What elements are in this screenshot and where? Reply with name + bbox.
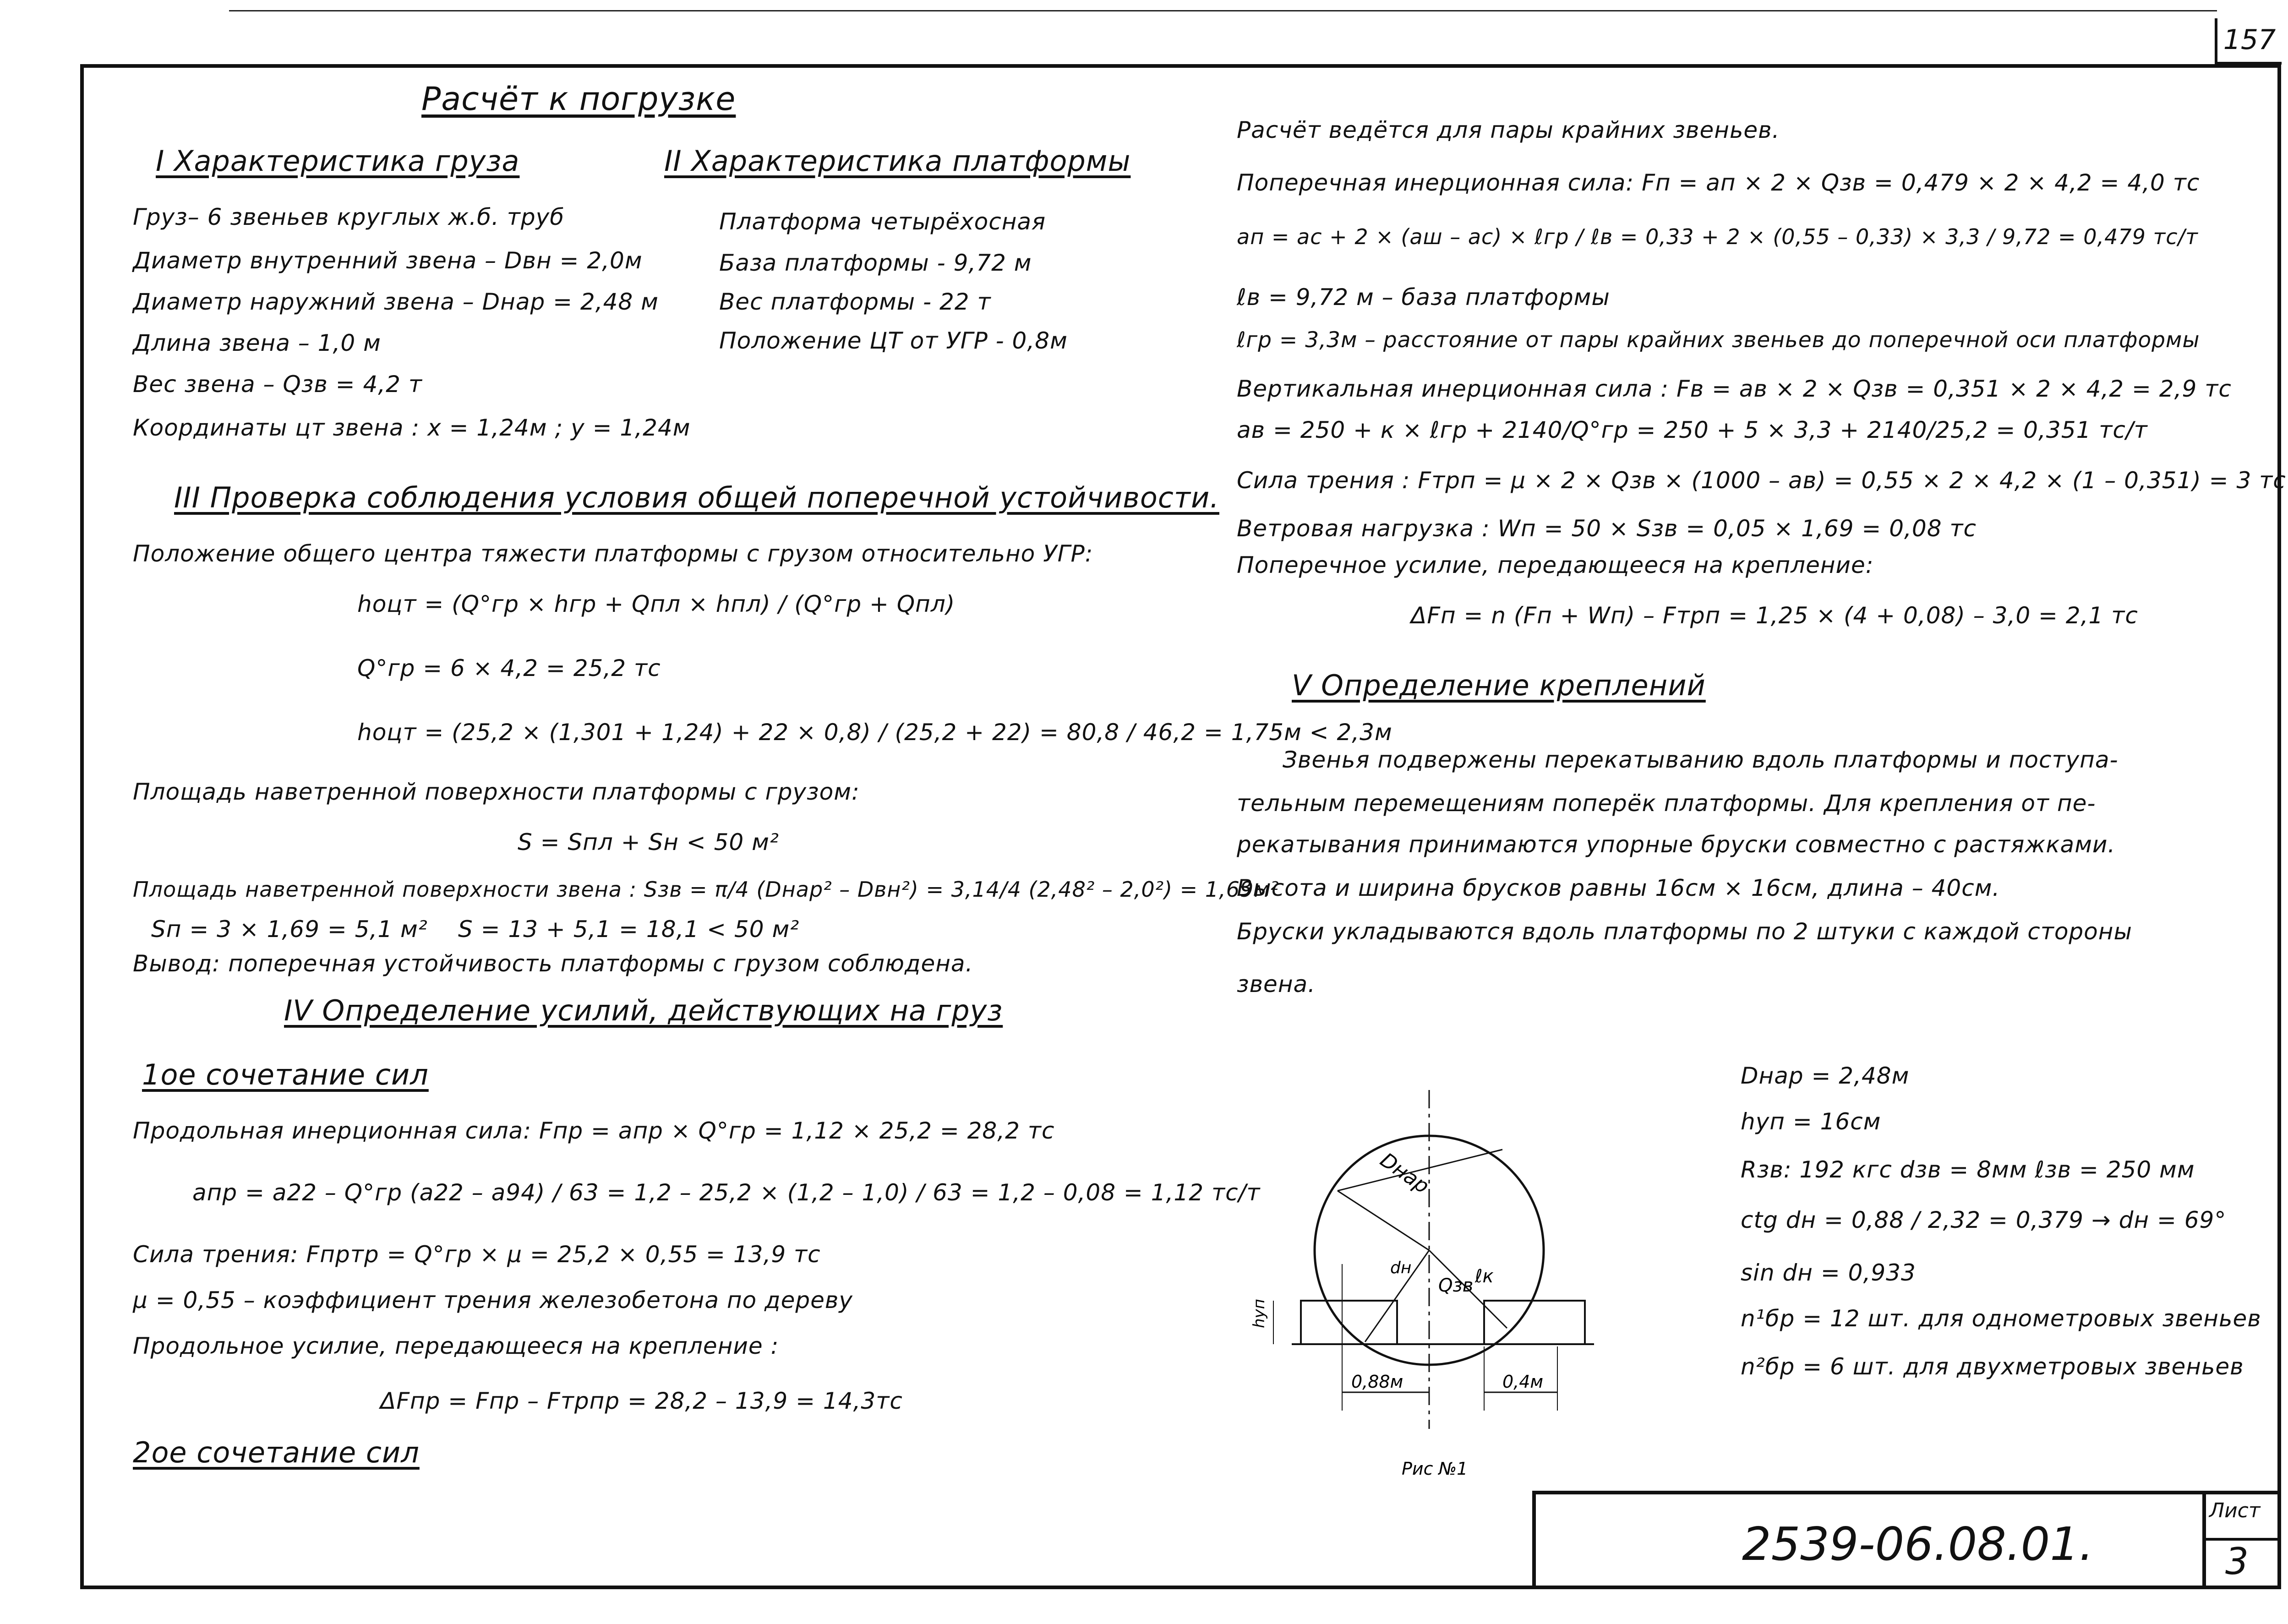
formula-hoct-calc: hоцт = (25,2 × (1,301 + 1,24) + 22 × 0,8) / (25,2 + 22) = 80,8 / 46,2 = 1,75м < 2,3м [357,719,1392,746]
right-line: ℓгр = 3,3м – расстояние от пары крайних звеньев до поперечной оси платформы [1237,327,2200,353]
section-5-title: V Определение креплений [1292,669,1706,702]
label-dn: dн [1390,1259,1412,1277]
param: n²бр = 6 шт. для двухметровых звеньев [1741,1353,2244,1380]
sec4-line: Продольная инерционная сила: Fпр = aпр × Q°гр = 1,12 × 25,2 = 28,2 тс [133,1117,1055,1144]
sec2-line: Платформа четырёхосная [719,208,1046,235]
section-2-title: II Характеристика платформы [664,144,1131,178]
param: hуп = 16см [1741,1108,1881,1135]
param: ctg dн = 0,88 / 2,32 = 0,379 → dн = 69° [1741,1207,2227,1233]
formula-dfp: ΔFп = n (Fп + Wп) – Fтрп = 1,25 × (4 + 0,08) – 3,0 = 2,1 тс [1411,602,2138,629]
right-line: ℓв = 9,72 м – база платформы [1237,284,1610,311]
drawing-code: 2539-06.08.01. [1742,1517,2094,1571]
sec2-line: Положение ЦТ от УГР - 0,8м [719,327,1068,354]
label-04: 0,4м [1502,1372,1544,1392]
label-lk: ℓк [1475,1266,1494,1287]
combination-2: 2ое сочетание сил [133,1436,420,1469]
sec2-line: База платформы - 9,72 м [719,250,1032,276]
section-1-title: I Характеристика груза [156,144,520,178]
sec5-line: Бруски укладываются вдоль платформы по 2 штуки с каждой стороны [1237,918,2132,945]
label-dnar: Dнар [1376,1148,1434,1199]
right-line: Сила трения : Fтрп = μ × 2 × Qзв × (1000 – aв) = 0,55 × 2 × 4,2 × (1 – 0,351) = 3 тс [1237,467,2286,494]
sec1-line: Вес звена – Qзв = 4,2 т [133,371,423,398]
label-qzv: Qзв [1438,1275,1474,1296]
sec5-line: звена. [1237,971,1316,997]
formula-sp: Sп = 3 × 1,69 = 5,1 м² [151,916,428,943]
page-number: 157 [2215,18,2282,65]
figure-caption: Рис №1 [1402,1459,1468,1479]
formula-apr: aпр = a22 – Q°гр (a22 – a94) / 63 = 1,2 – 25,2 × (1,2 – 1,0) / 63 = 1,2 – 0,08 = 1,12 тс/т [192,1179,1261,1206]
formula-dfpr: ΔFпр = Fпр – Fтрпр = 28,2 – 13,9 = 14,3тс [380,1388,903,1414]
param: Dнар = 2,48м [1741,1063,1910,1089]
sec3-line: Площадь наветренной поверхности платформы с грузом: [133,779,860,805]
sheet-label: Лист [2209,1499,2261,1522]
param: sin dн = 0,933 [1741,1259,1916,1286]
sec2-line: Вес платформы - 22 т [719,289,991,315]
label-088: 0,88м [1351,1372,1403,1392]
figure-1 [1237,1072,1612,1484]
conclusion: Вывод: поперечная устойчивость платформы с грузом соблюдена. [133,950,973,977]
sec1-line: Длина звена – 1,0 м [133,330,381,356]
divider [2202,1494,2206,1589]
right-line: Поперечное усилие, передающееся на крепление: [1237,552,1874,578]
right-line: Поперечная инерционная сила: Fп = aп × 2 × Qзв = 0,479 × 2 × 4,2 = 4,0 тс [1237,169,2200,196]
right-line: Ветровая нагрузка : Wп = 50 × Sзв = 0,05 × 1,69 = 0,08 тс [1237,515,1977,542]
formula-av: aв = 250 + к × ℓгр + 2140/Q°гр = 250 + 5 × 3,3 + 2140/25,2 = 0,351 тс/т [1237,417,2148,443]
right-line: Расчёт ведётся для пары крайних звеньев. [1237,117,1780,143]
formula-s: S = Sпл + Sн < 50 м² [518,829,779,856]
sec4-line: Сила трения: Fпртр = Q°гр × μ = 25,2 × 0,55 = 13,9 тс [133,1241,821,1268]
title-block [1532,1491,2281,1589]
right-line: Вертикальная инерционная сила : Fв = aв × 2 × Qзв = 0,351 × 2 × 4,2 = 2,9 тс [1237,376,2232,402]
sec5-line: Высота и ширина брусков равны 16см × 16см, длина – 40см. [1237,875,2000,901]
sec5-line: тельным перемещениям поперёк платформы. Для крепления от пе- [1237,790,2096,817]
formula-s-total: S = 13 + 5,1 = 18,1 < 50 м² [458,916,800,943]
sec1-line: Диаметр наружний звена – Dнар = 2,48 м [133,289,659,315]
param: n¹бр = 12 шт. для однометровых звеньев [1741,1305,2261,1332]
page-title: Расчёт к погрузке [421,80,736,118]
sec1-line: Груз– 6 звеньев круглых ж.б. труб [133,204,565,230]
formula-qgr: Q°гр = 6 × 4,2 = 25,2 тс [357,655,661,681]
sec3-line: Площадь наветренной поверхности звена : Sзв = π/4 (Dнар² – Dвн²) = 3,14/4 (2,48² – 2,0²) = 1,69м² [133,877,1279,902]
formula-hoct: hоцт = (Q°гр × hгр + Qпл × hпл) / (Q°гр + Qпл) [357,591,956,617]
formula-an: aп = aс + 2 × (aш – aс) × ℓгр / ℓв = 0,33 + 2 × (0,55 – 0,33) × 3,3 / 9,72 = 0,479 тс/т [1237,224,2198,249]
section-3-title: III Проверка соблюдения условия общей поперечной устойчивости. [174,481,1219,514]
label-hup: hуп [1250,1299,1268,1328]
sec5-line: рекатывания принимаются упорные бруски совместно с растяжками. [1237,831,2116,858]
sec5-line: Звенья подвержены перекатыванию вдоль платформы и поступа- [1283,747,2119,773]
sheet-number: 3 [2225,1540,2249,1583]
combination-1: 1ое сочетание сил [142,1058,429,1091]
sec3-line: Положение общего центра тяжести платформы с грузом относительно УГР: [133,540,1093,567]
top-rule [229,10,2217,11]
param: Rзв: 192 кгс dзв = 8мм ℓзв = 250 мм [1741,1156,2195,1183]
sec1-line: Координаты цт звена : x = 1,24м ; y = 1,24м [133,414,691,441]
section-4-title: IV Определение усилий, действующих на груз [284,994,1003,1027]
sec4-line: μ = 0,55 – коэффициент трения железобетона по дереву [133,1287,853,1313]
sec4-line: Продольное усилие, передающееся на крепление : [133,1333,779,1359]
sec1-line: Диаметр внутренний звена – Dвн = 2,0м [133,247,643,274]
